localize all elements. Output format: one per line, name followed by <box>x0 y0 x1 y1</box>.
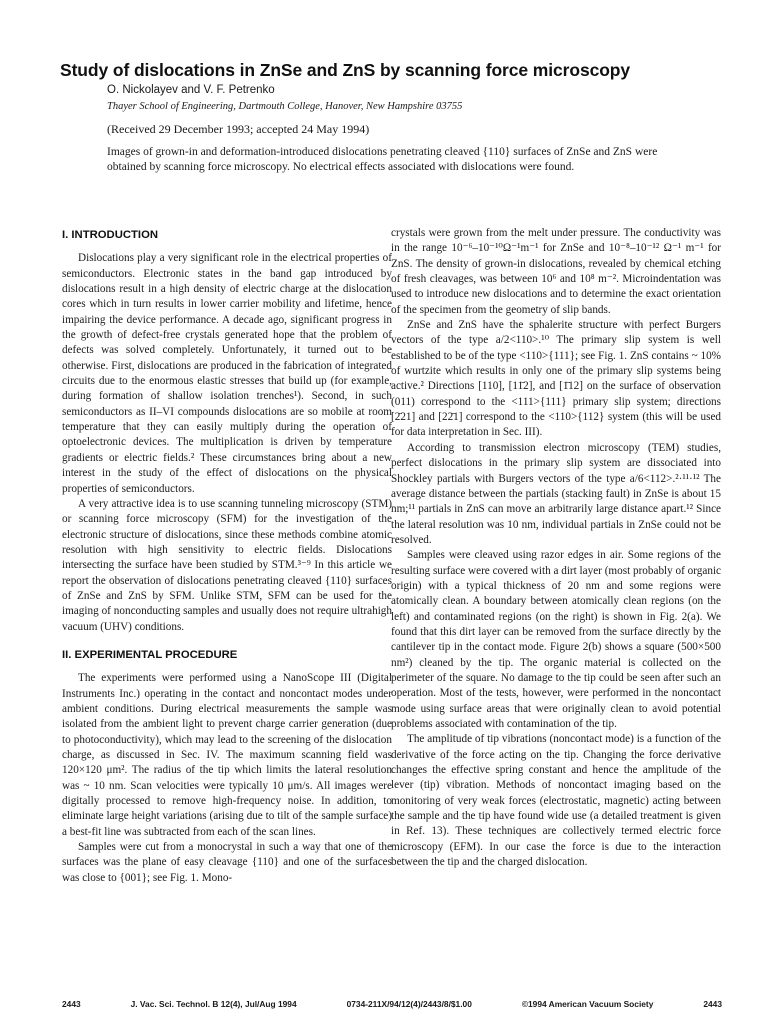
paragraph: A very attractive idea is to use scanning tunneling microscopy (STM) or scanning force microscopy (SFM) for the investigation of the electronic structure of dislocations, since these methods combine atomic resolution with high sensitivity to electric fields. Dislocations intersecting the surface have been studied by STM.³⁻⁹ In this article we report the observation of dislocations penetrating cleaved {110} surfaces of ZnSe and ZnS by SFM. Unlike STM, SFM can be used for the imaging of nonconducting samples and usually does not require ultrahigh vacuum (UHV) conditions. <box>62 497 392 633</box>
section-heading-experimental: II. EXPERIMENTAL PROCEDURE <box>62 648 238 661</box>
left-column <box>62 228 392 886</box>
page-footer <box>62 999 722 1009</box>
paragraph: ZnSe and ZnS have the sphalerite structure with perfect Burgers vectors of the type a/2<110>.¹⁰ The primary slip system is well established to be of the type <110>{111}; see Fig. 1. ZnS contains ~ 10% of wurtzite which results in only one of the primary slip systems being active.² Directions [110], [11̄2], and [1̄12] on the surface of observation (011) correspond to the <111>{111} primary slip system; directions [2̄21] and [22̄1] correspond to the <110>{112} system (this will be used for data interpretation in Sec. III). <box>391 319 721 439</box>
paragraph: According to transmission electron microscopy (TEM) studies, perfect dislocations in the primary slip system are dissociated into Shockley partials with Burgers vectors of the type a/6<112>.²·¹¹·¹² The average distance between the partials (stacking fault) in ZnSe is about 15 nm;¹¹ partials in ZnS can move an arbitrarily large distance apart.¹² Since the lateral resolution was 10 nm, individual partials in ZnSe could not be resolved. <box>391 441 721 546</box>
page-number-left: 2443 <box>62 999 81 1009</box>
authors: O. Nickolayev and V. F. Petrenko <box>107 84 275 96</box>
section-heading-introduction: I. INTRODUCTION <box>62 229 159 241</box>
paragraph: Samples were cleaved using razor edges in air. Some regions of the resulting surface were covered with a dirt layer (most probably of organic origin) with a typical thickness of 20 nm and some regions were atomically clean. A boundary between atomically clean regions (on the left) and contaminated regions (on the right) is shown in Fig. 2(a). We found that this dirt layer can be removed from the surface directly by the cantilever tip in the contact mode. Figure 2(b) shows a square (500×500 nm²) cleaned by the tip. The organic material is collected on the perimeter of the square. No damage to the tip could be seen after such an operation. Most of the tests, however, were performed in the noncontact mode using surface areas that were originally clean to avoid potential problems associated with contamination of the tip. <box>391 549 722 730</box>
article-code: 0734-211X/94/12(4)/2443/8/$1.00 <box>346 999 472 1009</box>
page-number-right: 2443 <box>703 999 722 1009</box>
paper-title: Study of dislocations in ZnSe and ZnS by scanning force microscopy <box>60 60 631 80</box>
paragraph: Samples were cut from a monocrystal in such a way that one of the surfaces was the plane of easy cleavage {110} and one of the surfaces was close to {001}; see Fig. 1. Mono- <box>62 841 392 884</box>
paragraph: Dislocations play a very significant role in the electrical properties of semiconductors. Electronic states in the band gap introduced by dislocations result in a high density of electric charge at the dislocation cores which in turn results in lower carrier mobility and lifetime, hence impairing the device performance. A decade ago, significant progress in the growth of defect-free crystals generated hope that the problem of defects was solved completely. Unfortunately, it turned out to be otherwise. First, dislocations are produced in the fabrication of integrated circuits due to the enormous elastic stresses that build up (for example, during formation of shallow isolation trenches¹). Second, in such semiconductors as II–VI compounds dislocations are so mobile at room temperature that they can easily multiply during the operation of optoelectronic devices. The multiplication is driven by temperature gradients or electric fields.² These circumstances bring about a new interest in the study of the effect of dislocations on the physical properties of semiconductors. <box>62 252 392 495</box>
copyright: ©1994 American Vacuum Society <box>521 999 654 1009</box>
paragraph: The amplitude of tip vibrations (noncontact mode) is a function of the derivative of the force acting on the tip. Changing the force derivative changes the effective spring constant and hence the amplitude of the lever (tip) vibration. Methods of noncontact imaging based on the monitoring of very weak forces (electrostatic, magnetic) acting between the sample and the tip have found wide use (a detailed treatment is given in Ref. 13). These techniques are collectively termed electric force microscopy (EFM). In our case the force is due to the interaction between the tip and the charged dislocation. <box>391 733 721 869</box>
paragraph: crystals were grown from the melt under pressure. The conductivity was in the range 10⁻⁶–10⁻¹⁰Ω⁻¹m⁻¹ for ZnSe and 10⁻⁸–10⁻¹² Ω⁻¹ m⁻¹ for ZnS. The density of grown-in dislocations, revealed by chemical etching of fresh cleavages, was between 10⁶ and 10⁸ m⁻². Microindentation was used to introduce new dislocations and to determine the exact orientation of the specimen from the geometry of slip bands. <box>391 227 721 316</box>
abstract: Images of grown-in and deformation-introduced dislocations penetrating cleaved {110} surfaces of ZnSe and ZnS were obtained by scanning force microscopy. No electrical effects associated with dislocations were found. <box>107 146 658 174</box>
journal-citation: J. Vac. Sci. Technol. B 12(4), Jul/Aug 1994 <box>130 999 297 1009</box>
received-dates: (Received 29 December 1993; accepted 24 May 1994) <box>107 122 370 136</box>
paragraph: The experiments were performed using a NanoScope III (Digital Instruments Inc.) operating in the contact and noncontact modes under ambient conditions. During electrical measurements the sample was isolated from the ambient light to prevent charge carrier generation (due to photoconductivity), which may lead to the screening of the dislocation charge, as discussed in Sec. IV. The maximum scanning field was 120×120 μm². The radius of the tip which limits the lateral resolution was ~ 10 nm. Scan velocities were typically 10 μm/s. All images were digitally processed to remove high-frequency noise. In addition, to eliminate large height variations (arising due to tilt of the sample surface) a best-fit line was subtracted from each of the scan lines. <box>62 672 392 838</box>
right-column <box>391 226 721 870</box>
affiliation: Thayer School of Engineering, Dartmouth College, Hanover, New Hampshire 03755 <box>107 101 463 112</box>
